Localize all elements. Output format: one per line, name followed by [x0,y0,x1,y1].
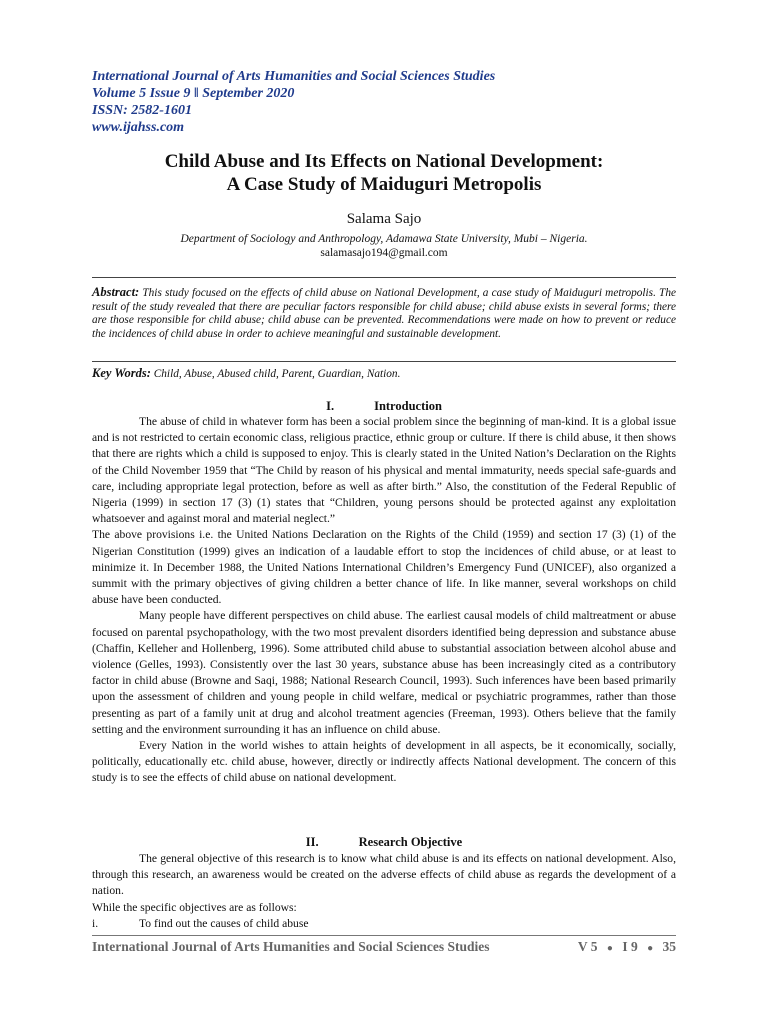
abstract-label: Abstract: [92,285,140,299]
bullet-icon: ● [606,943,613,954]
paragraph: The abuse of child in whatever form has been a social problem since the beginning of man-kind. It is a global issue and is not restricted to certain economic class, religious practice, ethnic group or culture. If there is child abuse, it then shows that there are rights which a child is supposed to enjoy. This is clearly stated in the United Nation’s Declaration on the Rights of the Child November 1959 that “The Child by reason of his physical and mental immaturity, needs special safe-guards and care, including appropriate legal protection, before as well as after birth.” Also, the constitution of the Federal Republic of Nigeria (1999) in section 17 (3) (1) states that “Children, young persons should be protected against any exploitation whatsoever and against moral and material neglect.” [92,415,676,526]
research-objective-body [92,851,676,932]
section-heading-research-objective [92,835,676,850]
keywords-label: Key Words: [92,366,151,380]
journal-website[interactable]: www.ijahss.com [92,120,185,135]
section-number: I. [326,399,335,413]
bullet-icon: ● [647,943,654,954]
journal-issn: ISSN: 2582-1601 [92,103,192,118]
author-name: Salama Sajo [346,211,422,227]
footer-page-number: 35 [662,939,676,954]
author-email[interactable]: salamasajo194@gmail.com [320,247,448,259]
page-footer [92,939,676,957]
abstract [92,286,676,342]
section-number: II. [305,835,319,849]
title-block [92,150,676,260]
paragraph: Every Nation in the world wishes to attain heights of development in all aspects, be it economically, socially, politically, educationally etc. child abuse, however, directly or indirectly affects National development. The concern of this study is to see the effects of child abuse on national development. [92,739,676,785]
section-title: Introduction [374,399,442,413]
footer-issue: I 9 [622,939,638,954]
footer-rule [92,935,676,936]
introduction-body [92,414,676,787]
paragraph: The above provisions i.e. the United Nations Declaration on the Rights of the Child (1959) and section 17 (3) (1) of the Nigerian Constitution (1999) gives an indication of a laudable effort to stop the incidences of child abuse, or at least to minimize it. In December 1988, the United Nations International Children’s Emergency Fund (UNICEF), also organized a summit with the primary objectives of giving children a better chance of life. In like manner, several workshops on child abuse have been conducted. [92,528,676,607]
section-heading-introduction [92,399,676,414]
paper-title-line1: Child Abuse and Its Effects on National Development: [164,151,604,172]
section-title: Research Objective [358,835,463,849]
footer-meta [572,939,676,955]
paragraph: Many people have different perspectives on child abuse. The earliest causal models of child maltreatment or abuse focused on parental psychopathology, with the two most prevalent disorders identified being depression and substance abuse (Chaffin, Kelleher and Hollenberg, 1996). Some attributed child abuse to substantial association between alcohol abuse and violence (Gelles, 1993). Consistently over the last 30 years, substance abuse has been increasingly cited as a contributory factor in child abuse (Browne and Saqi, 1988; National Research Council, 1993). Such inferences have been based primarily upon the assessment of children and young people in child welfare, medical or psychiatric programmes, rather than those presenting as part of a family unit at drug and alcohol treatment agencies (Freeman, 1993). Others believe that the family setting and the environment surrounding it has an influence on child abuse. [92,609,676,736]
keywords [92,366,676,381]
abstract-bottom-rule [92,361,676,362]
paragraph: While the specific objectives are as follows: [92,900,297,914]
journal-name: International Journal of Arts Humanities and Social Sciences Studies [92,69,496,84]
abstract-top-rule [92,277,676,278]
list-item [92,916,676,932]
paper-title [92,150,676,196]
list-item-text: To find out the causes of child abuse [139,916,309,930]
footer-volume: V 5 [577,939,598,954]
author-affiliation: Department of Sociology and Anthropology, Adamawa State University, Mubi – Nigeria. [180,233,588,245]
list-marker: i. [92,916,99,930]
keywords-text: Child, Abuse, Abused child, Parent, Guardian, Nation. [153,368,401,380]
journal-header [92,68,692,136]
paper-title-line2: A Case Study of Maiduguri Metropolis [226,174,542,195]
paragraph: The general objective of this research is to know what child abuse is and its effects on national development. Also, through this research, an awareness would be created on the adverse effects of child abuse as regards the development of a nation. [92,852,676,898]
abstract-text: This study focused on the effects of child abuse on National Development, a case study of Maiduguri metropolis. The result of the study revealed that there are peculiar factors responsible for child abuse; child abuse exists in several forms; there are those responsible for child abuse; child abuse can be prevented. Recommendations were made on how to prevent or reduce the incidences of child abuse in order to achieve meaningful and sustainable development. [92,287,676,341]
journal-volume: Volume 5 Issue 9 ǁ September 2020 [92,86,295,101]
footer-journal-name: International Journal of Arts Humanities and Social Sciences Studies [92,939,490,954]
